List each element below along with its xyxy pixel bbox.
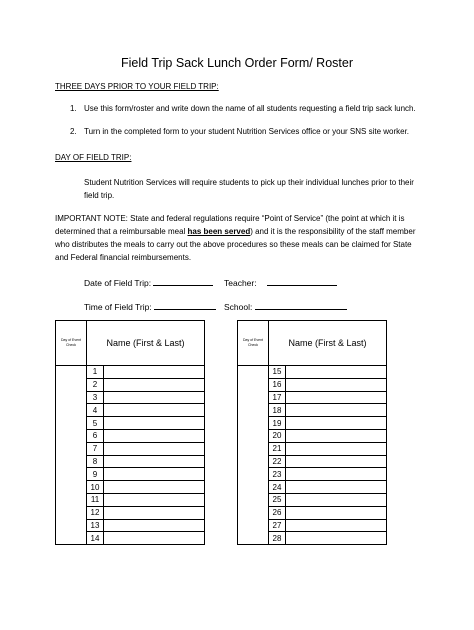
roster-row xyxy=(56,468,205,481)
page-title: Field Trip Sack Lunch Order Form/ Roster xyxy=(120,56,354,70)
event-check-cell[interactable] xyxy=(56,417,87,430)
event-check-cell[interactable] xyxy=(56,442,87,455)
instruction-number: 2. xyxy=(70,127,77,136)
note-line xyxy=(55,225,415,238)
student-name-cell[interactable] xyxy=(104,378,205,391)
event-check-cell[interactable] xyxy=(56,481,87,494)
teacher-field xyxy=(224,276,337,288)
event-check-cell[interactable] xyxy=(238,417,269,430)
student-name-cell[interactable] xyxy=(286,481,387,494)
date-field xyxy=(84,276,213,288)
roster-row xyxy=(56,404,205,417)
student-name-cell[interactable] xyxy=(104,404,205,417)
event-check-cell[interactable] xyxy=(238,468,269,481)
time-label: Time of Field Trip: xyxy=(84,302,152,312)
student-name-cell[interactable] xyxy=(104,519,205,532)
roster-table-left xyxy=(55,320,205,545)
student-name-cell[interactable] xyxy=(104,468,205,481)
roster-row xyxy=(56,391,205,404)
row-number: 11 xyxy=(87,493,104,506)
student-name-cell[interactable] xyxy=(104,429,205,442)
instruction-text: Use this form/roster and write down the name of all students requesting a field trip sack lunch. xyxy=(84,104,416,113)
school-blank[interactable] xyxy=(255,300,347,310)
roster-row xyxy=(56,378,205,391)
important-note xyxy=(55,212,415,264)
roster-row xyxy=(238,417,387,430)
event-check-cell[interactable] xyxy=(238,506,269,519)
day-of-paragraph xyxy=(84,176,414,202)
event-check-cell[interactable] xyxy=(56,429,87,442)
row-number: 17 xyxy=(269,391,286,404)
note-line: who distributes the meals to carry out the above procedures so these meals can be claimed for State xyxy=(55,240,412,249)
event-check-cell[interactable] xyxy=(238,391,269,404)
row-number: 5 xyxy=(87,417,104,430)
roster-row xyxy=(238,442,387,455)
student-name-cell[interactable] xyxy=(286,378,387,391)
time-blank[interactable] xyxy=(154,300,216,310)
roster-row xyxy=(238,493,387,506)
student-name-cell[interactable] xyxy=(286,442,387,455)
student-name-cell[interactable] xyxy=(286,519,387,532)
event-check-cell[interactable] xyxy=(56,391,87,404)
event-check-cell[interactable] xyxy=(56,404,87,417)
teacher-blank[interactable] xyxy=(267,276,337,286)
event-check-cell[interactable] xyxy=(56,506,87,519)
roster-row xyxy=(238,429,387,442)
event-check-cell[interactable] xyxy=(56,493,87,506)
teacher-label: Teacher: xyxy=(224,278,257,288)
instruction-item-2 xyxy=(70,127,409,136)
row-number: 26 xyxy=(269,506,286,519)
roster-row xyxy=(56,481,205,494)
row-number: 16 xyxy=(269,378,286,391)
event-check-cell[interactable] xyxy=(238,519,269,532)
roster-row xyxy=(56,442,205,455)
roster-row xyxy=(56,493,205,506)
note-text: ) and it is the responsibility of the staff member xyxy=(250,227,416,236)
note-text: determined that a reimbursable meal xyxy=(55,227,188,236)
row-number: 14 xyxy=(87,532,104,545)
roster-row xyxy=(238,506,387,519)
roster-table-right xyxy=(237,320,387,545)
roster-row xyxy=(56,506,205,519)
event-check-cell[interactable] xyxy=(56,378,87,391)
row-number: 18 xyxy=(269,404,286,417)
event-check-cell[interactable] xyxy=(238,493,269,506)
date-blank[interactable] xyxy=(153,276,213,286)
event-check-cell[interactable] xyxy=(238,404,269,417)
row-number: 23 xyxy=(269,468,286,481)
student-name-cell[interactable] xyxy=(104,417,205,430)
date-label: Date of Field Trip: xyxy=(84,278,152,288)
name-column-header: Name (First & Last) xyxy=(87,321,205,366)
student-name-cell[interactable] xyxy=(286,506,387,519)
row-number: 20 xyxy=(269,429,286,442)
section-heading-day-of: DAY OF FIELD TRIP: xyxy=(55,153,132,162)
row-number: 25 xyxy=(269,493,286,506)
event-check-cell[interactable] xyxy=(238,366,269,379)
row-number: 22 xyxy=(269,455,286,468)
student-name-cell[interactable] xyxy=(286,391,387,404)
row-number: 12 xyxy=(87,506,104,519)
row-number: 7 xyxy=(87,442,104,455)
event-check-cell[interactable] xyxy=(56,366,87,379)
student-name-cell[interactable] xyxy=(286,532,387,545)
check-column-header: Day of Event Check xyxy=(238,321,269,366)
row-number: 28 xyxy=(269,532,286,545)
row-number: 19 xyxy=(269,417,286,430)
instruction-text: Turn in the completed form to your student Nutrition Services office or your SNS site worker. xyxy=(84,127,410,136)
section-heading-prior: THREE DAYS PRIOR TO YOUR FIELD TRIP: xyxy=(55,82,219,91)
roster-row xyxy=(238,391,387,404)
student-name-cell[interactable] xyxy=(286,366,387,379)
student-name-cell[interactable] xyxy=(104,532,205,545)
roster-row xyxy=(56,455,205,468)
school-field xyxy=(224,300,347,312)
student-name-cell[interactable] xyxy=(104,442,205,455)
event-check-cell[interactable] xyxy=(56,532,87,545)
roster-row xyxy=(238,532,387,545)
student-name-cell[interactable] xyxy=(104,366,205,379)
event-check-cell[interactable] xyxy=(238,481,269,494)
school-label: School: xyxy=(224,302,253,312)
note-line: IMPORTANT NOTE: State and federal regulations require “Point of Service” (the point at which it is xyxy=(55,214,405,223)
roster-row xyxy=(238,468,387,481)
row-number: 3 xyxy=(87,391,104,404)
paragraph-line: field trip. xyxy=(84,191,115,200)
event-check-cell[interactable] xyxy=(238,378,269,391)
event-check-cell[interactable] xyxy=(238,532,269,545)
student-name-cell[interactable] xyxy=(286,493,387,506)
student-name-cell[interactable] xyxy=(104,506,205,519)
instruction-number: 1. xyxy=(70,104,77,113)
roster-row xyxy=(56,366,205,379)
check-column-header: Day of Event Check xyxy=(56,321,87,366)
row-number: 8 xyxy=(87,455,104,468)
roster-row xyxy=(56,417,205,430)
instruction-item-1 xyxy=(70,104,416,113)
student-name-cell[interactable] xyxy=(286,429,387,442)
row-number: 15 xyxy=(269,366,286,379)
student-name-cell[interactable] xyxy=(286,455,387,468)
name-column-header: Name (First & Last) xyxy=(269,321,387,366)
paragraph-line: Student Nutrition Services will require students to pick up their individual lunches prior to their xyxy=(84,178,414,187)
time-field xyxy=(84,300,216,312)
row-number: 2 xyxy=(87,378,104,391)
note-line: and Federal financial reimbursements. xyxy=(55,253,192,262)
student-name-cell[interactable] xyxy=(104,481,205,494)
roster-row xyxy=(238,366,387,379)
student-name-cell[interactable] xyxy=(286,417,387,430)
roster-row xyxy=(238,378,387,391)
roster-row xyxy=(56,532,205,545)
student-name-cell[interactable] xyxy=(286,404,387,417)
event-check-cell[interactable] xyxy=(56,468,87,481)
roster-row xyxy=(56,519,205,532)
roster-row xyxy=(238,455,387,468)
roster-row xyxy=(56,429,205,442)
row-number: 24 xyxy=(269,481,286,494)
row-number: 10 xyxy=(87,481,104,494)
student-name-cell[interactable] xyxy=(104,493,205,506)
row-number: 21 xyxy=(269,442,286,455)
row-number: 4 xyxy=(87,404,104,417)
event-check-cell[interactable] xyxy=(238,455,269,468)
row-number: 6 xyxy=(87,429,104,442)
student-name-cell[interactable] xyxy=(104,455,205,468)
row-number: 27 xyxy=(269,519,286,532)
student-name-cell[interactable] xyxy=(286,468,387,481)
row-number: 9 xyxy=(87,468,104,481)
event-check-cell[interactable] xyxy=(56,519,87,532)
student-name-cell[interactable] xyxy=(104,391,205,404)
row-number: 1 xyxy=(87,366,104,379)
roster-row xyxy=(238,481,387,494)
roster-row xyxy=(238,404,387,417)
note-emphasis: has been served xyxy=(187,227,251,236)
row-number: 13 xyxy=(87,519,104,532)
event-check-cell[interactable] xyxy=(56,455,87,468)
roster-row xyxy=(238,519,387,532)
event-check-cell[interactable] xyxy=(238,442,269,455)
event-check-cell[interactable] xyxy=(238,429,269,442)
